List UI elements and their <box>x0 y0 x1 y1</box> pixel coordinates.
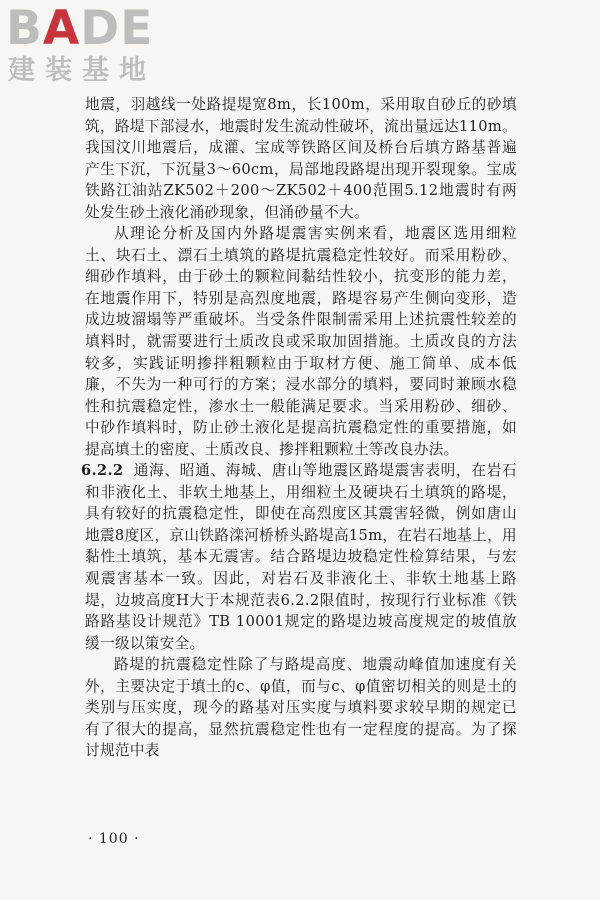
section-6-2-2 <box>81 460 517 654</box>
logo-letters-start: B <box>6 1 43 56</box>
page-number: · 100 · <box>88 831 140 847</box>
paragraph-3: 通海、昭通、海城、唐山等地震区路堤震害表明，在岩石和非液化土、非软土地基上，用细粒土及硬块石土填筑的路堤，具有较好的抗震稳定性，即使在高烈度区其震害轻微，例如唐山地震8度区，京山铁路滦河桥桥头路堤高15m，在岩石地基上，用黏性土填筑，基本无震害。结合路堤边坡稳定性检算结果，与宏观震害基本一致。因此，对岩石及非液化土、非软土地基上路堤，边坡高度H大于本规范表6.2.2限值时，按现行行业标准《铁路路基设计规范》TB 10001规定的路堤边坡高度规定的坡值放缓一级以策安全。 <box>85 462 517 652</box>
paragraph-2: 从理论分析及国内外路堤震害实例来看，地震区选用细粒土、块石土、漂石土填筑的路堤抗震稳定性较好。而采用粉砂、细砂作填料，由于砂土的颗粒间黏结性较小，抗变形的能力差，在地震作用下，特别是高烈度地震，路堤容易产生侧向变形，造成边坡溜塌等严重破坏。当受条件限制需采用上述抗震性较差的填料时，就需要进行土质改良或采取加固措施。土质改良的方法较多，实践证明掺拌粗颗粒由于取材方便、施工简单、成本低廉，不失为一种可行的方案；浸水部分的填料，要同时兼顾水稳性和抗震稳定性，渗水土一般能满足要求。当采用粉砂、细砂、中砂作填料时，防止砂土液化是提高抗震稳定性的重要措施，如提高填土的密度、土质改良、掺拌粗颗粒土等改良办法。 <box>85 225 517 458</box>
page-body <box>81 94 517 762</box>
paragraph-1: 地震，羽越线一处路提堤宽8m，长100m，采用取自砂丘的砂填筑，路堤下部浸水，地震时发生流动性破坏，流出量远达110m。我国汶川地震后，成灌、宝成等铁路区间及桥台后填方路基普遍产生下沉，下沉量3～60cm，局部地段路堤出现开裂现象。宝成铁路江油站ZK502＋200～ZK502＋400范围5.12地震时有两处发生砂土液化涌砂现象，但涌砂量不大。 <box>85 96 517 221</box>
logo <box>6 1 196 94</box>
section-number: 6.2.2 <box>81 462 124 480</box>
logo-accent-letter: A <box>42 1 81 56</box>
paragraph-4: 路堤的抗震稳定性除了与路堤高度、地震动峰值加速度有关外，主要决定于填土的c、φ值，而与c、φ值密切相关的则是土的类别与压实度，现今的路基对压实度与填料要求较早期的规定已有了很大的提高，显然抗震稳定性也有一定程度的提高。为了探讨规范中表 <box>85 656 517 760</box>
logo-subtitle: 建装基地 <box>8 55 156 86</box>
logo-wordmark <box>6 1 154 56</box>
logo-letters-end: DE <box>80 1 154 56</box>
